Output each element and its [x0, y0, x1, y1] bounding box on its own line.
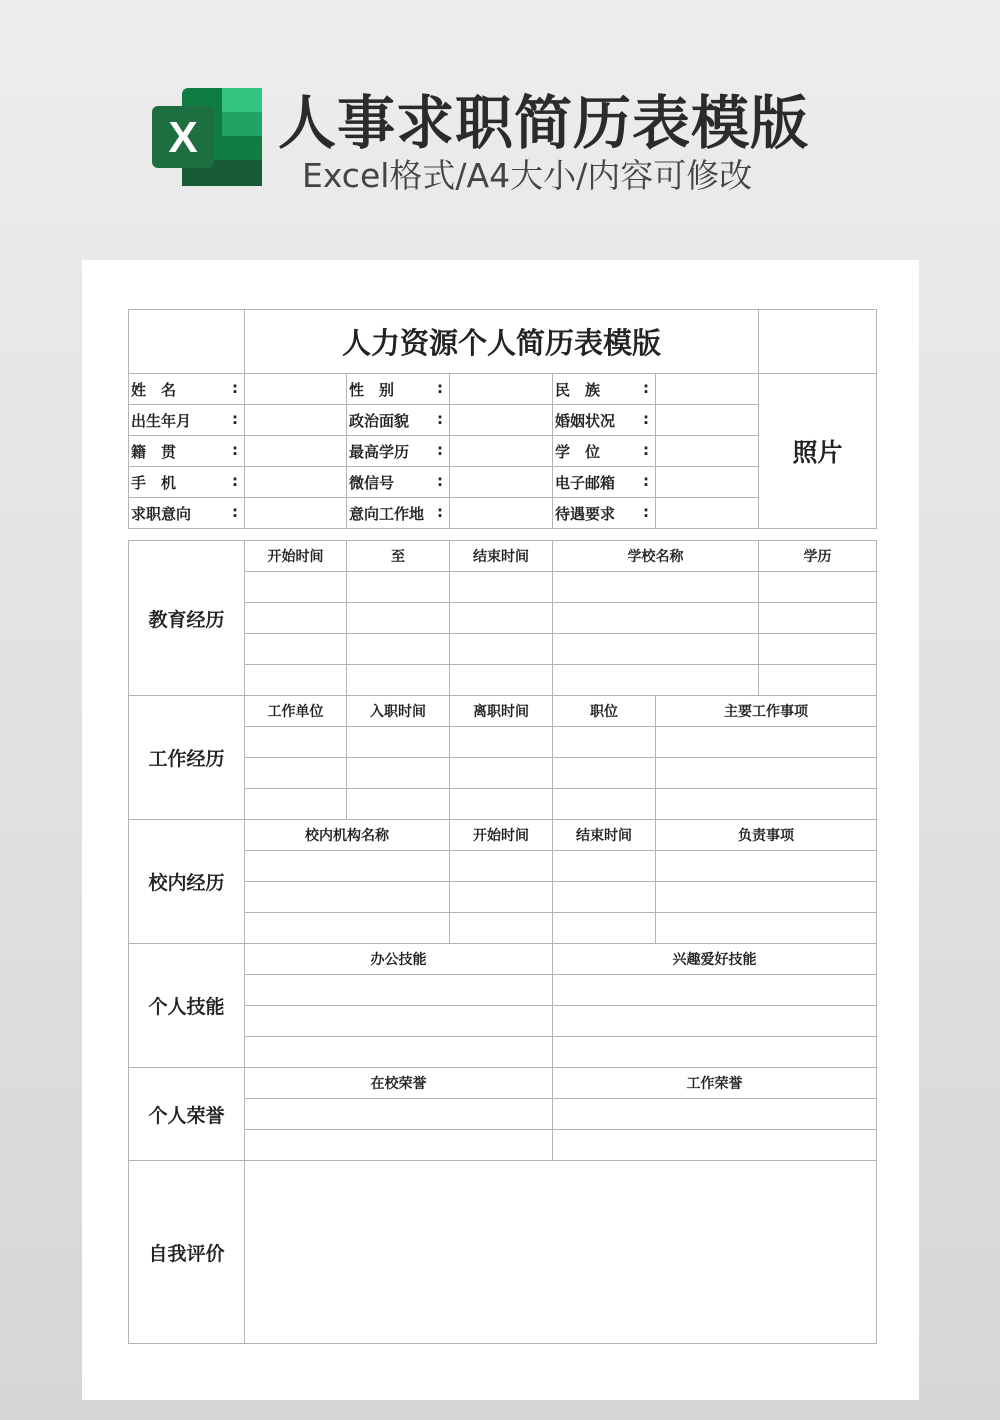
header-main-duties: 主要工作事项: [656, 696, 877, 727]
label-gender: 性 别 :: [347, 374, 450, 405]
section-honors: 个人荣誉: [129, 1068, 245, 1161]
degree-field[interactable]: [656, 436, 759, 467]
section-work: 工作经历: [129, 696, 245, 820]
section-education: 教育经历: [129, 541, 245, 696]
photo-box[interactable]: 照片: [759, 374, 877, 529]
header-degree: 学历: [759, 541, 877, 572]
education-level-field[interactable]: [450, 436, 553, 467]
section-skills: 个人技能: [129, 944, 245, 1068]
label-name: 姓 名 :: [129, 374, 245, 405]
corner-cell: [759, 310, 877, 374]
header-work-honors: 工作荣誉: [553, 1068, 877, 1099]
label-politics: 政治面貌 :: [347, 405, 450, 436]
wechat-field[interactable]: [450, 467, 553, 498]
label-birth: 出生年月 :: [129, 405, 245, 436]
label-wechat: 微信号 :: [347, 467, 450, 498]
self-evaluation-field[interactable]: [245, 1161, 877, 1344]
header-end-time: 结束时间: [450, 541, 553, 572]
section-self-evaluation: 自我评价: [129, 1161, 245, 1344]
corner-cell: [129, 310, 245, 374]
header-start-time: 开始时间: [245, 541, 347, 572]
label-phone: 手 机 :: [129, 467, 245, 498]
name-field[interactable]: [245, 374, 347, 405]
header-to: 至: [347, 541, 450, 572]
header-campus-start: 开始时间: [450, 820, 553, 851]
header-school-name: 学校名称: [553, 541, 759, 572]
gender-field[interactable]: [450, 374, 553, 405]
banner-subtitle: Excel格式/A4大小/内容可修改: [302, 156, 753, 195]
header-office-skills: 办公技能: [245, 944, 553, 975]
header-responsibility: 负责事项: [656, 820, 877, 851]
marital-field[interactable]: [656, 405, 759, 436]
label-degree: 学 位 :: [553, 436, 656, 467]
section-campus: 校内经历: [129, 820, 245, 944]
banner-title: 人事求职简历表模版: [278, 89, 810, 157]
header-hobby-skills: 兴趣爱好技能: [553, 944, 877, 975]
header-campus-end: 结束时间: [553, 820, 656, 851]
birth-field[interactable]: [245, 405, 347, 436]
header-leave-date: 离职时间: [450, 696, 553, 727]
header-school-honors: 在校荣誉: [245, 1068, 553, 1099]
logo-letter: X: [168, 113, 198, 162]
phone-field[interactable]: [245, 467, 347, 498]
ethnicity-field[interactable]: [656, 374, 759, 405]
label-work-location: 意向工作地 :: [347, 498, 450, 529]
excel-logo-icon: [152, 86, 264, 188]
header-join-date: 入职时间: [347, 696, 450, 727]
salary-field[interactable]: [656, 498, 759, 529]
header-campus-org: 校内机构名称: [245, 820, 450, 851]
banner: [0, 0, 1000, 240]
resume-sheet: [82, 260, 919, 1400]
email-field[interactable]: [656, 467, 759, 498]
label-education-level: 最高学历 :: [347, 436, 450, 467]
header-employer: 工作单位: [245, 696, 347, 727]
experience-table: [128, 540, 877, 1344]
header-position: 职位: [553, 696, 656, 727]
label-hometown: 籍 贯 :: [129, 436, 245, 467]
label-email: 电子邮箱 :: [553, 467, 656, 498]
label-marital: 婚姻状况 :: [553, 405, 656, 436]
basic-info-table: [128, 309, 877, 529]
label-ethnicity: 民 族 :: [553, 374, 656, 405]
hometown-field[interactable]: [245, 436, 347, 467]
form-title: 人力资源个人简历表模版: [245, 310, 759, 374]
work-location-field[interactable]: [450, 498, 553, 529]
job-intention-field[interactable]: [245, 498, 347, 529]
label-salary: 待遇要求 :: [553, 498, 656, 529]
politics-field[interactable]: [450, 405, 553, 436]
label-job-intention: 求职意向 :: [129, 498, 245, 529]
